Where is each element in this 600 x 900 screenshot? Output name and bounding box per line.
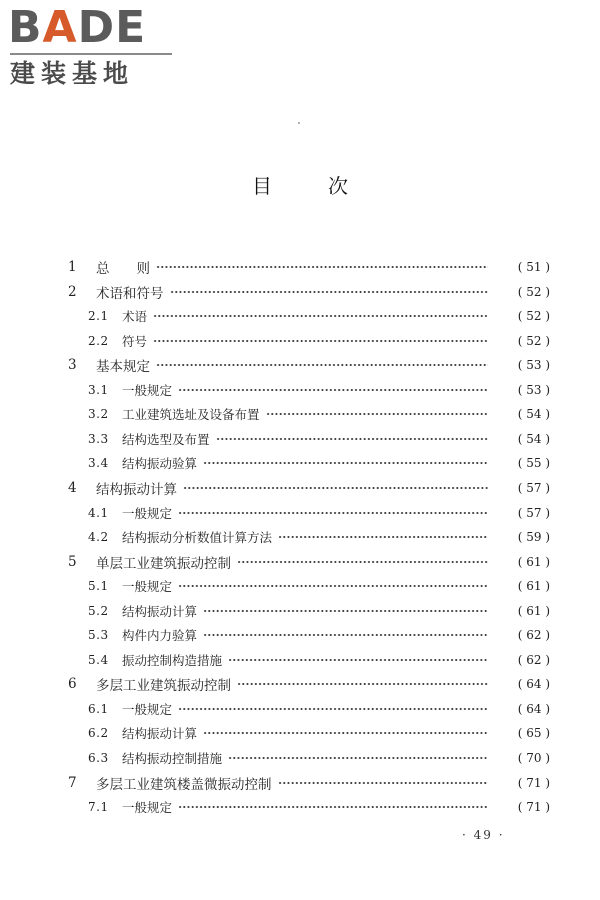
toc-entry-number: 4 [68,479,77,496]
toc-entry-number: 3.3 [88,431,109,446]
toc-entry-number: 4.2 [88,530,109,545]
toc-entry [0,648,600,672]
toc-entry-number: 7.1 [88,800,109,815]
bade-logo [8,2,178,90]
toc-entry [0,672,600,696]
toc-entry [0,623,600,647]
toc-entry-page: ( 52 ) [517,284,550,299]
toc-entry [0,280,600,304]
toc-entry-label: 结构振动计算 [122,726,198,742]
toc-leader-dots [203,728,488,738]
toc-entry-page: ( 64 ) [517,701,550,716]
page-title: 目次 [252,174,404,198]
toc-entry-number: 5.2 [88,603,109,618]
toc-entry-label: 结构振动验算 [122,456,198,472]
toc-entry-page: ( 61 ) [517,554,550,569]
toc-entry [0,525,600,549]
toc-entry-page: ( 71 ) [517,800,550,815]
toc-entry [0,402,600,426]
toc-entry-label: 构件内力验算 [122,628,198,644]
toc-entry-number: 2 [68,283,77,300]
toc-leader-dots [170,287,489,297]
toc-entry-label: 一般规定 [122,505,173,521]
toc-entry [0,304,600,328]
toc-entry-number: 7 [68,774,77,791]
toc-entry-label: 多层工业建筑振动控制 [96,678,231,695]
toc-leader-dots [216,434,488,444]
toc-entry-page: ( 54 ) [517,431,550,446]
toc-leader-dots [183,483,488,493]
toc-entry [0,721,600,745]
toc-entry-number: 3.2 [88,407,109,422]
toc-entry-number: 6.3 [88,751,109,765]
toc-entry-number: 5.4 [88,652,109,667]
toc-entry-label: 总 则 [96,261,150,277]
logo-wordmark: BADE [8,2,147,53]
toc-leader-dots [178,581,488,591]
logo-divider [10,53,172,55]
toc-entry-number: 3 [68,357,77,374]
toc-leader-dots [266,409,488,419]
toc-leader-dots [178,704,488,714]
toc-leader-dots [153,336,488,346]
toc-entry-label: 单层工业建筑振动控制 [96,555,231,572]
toc-leader-dots [228,753,488,763]
toc-entry-number: 3.1 [88,382,109,397]
toc-leader-dots [178,385,488,395]
toc-entry-page: ( 70 ) [517,751,550,765]
toc-entry-page: ( 62 ) [517,652,550,667]
toc-entry-label: 一般规定 [122,382,173,398]
toc-entry-label: 结构振动控制措施 [122,751,223,766]
toc-entry-number: 4.1 [88,505,109,520]
toc-entry [0,501,600,525]
toc-entry-label: 振动控制构造措施 [122,652,223,668]
toc-entry-number: 5.3 [88,628,109,643]
toc-leader-dots [203,630,488,640]
toc-entry-page: ( 62 ) [517,628,550,643]
toc-entry-number: 5 [68,553,77,570]
toc-entry-label: 符号 [122,333,148,349]
toc-entry [0,378,600,402]
toc-leader-dots [203,458,488,468]
logo-chinese-text: 建装基地 [10,59,135,88]
toc-leader-dots [156,360,488,370]
toc-leader-dots [228,655,488,665]
toc-entry [0,353,600,377]
toc-entry-page: ( 65 ) [517,726,550,741]
page-number: · 49 · [462,828,505,842]
toc-entry-page: ( 61 ) [517,603,550,618]
toc-entry-label: 结构振动计算 [96,481,177,498]
toc-entry [0,476,600,500]
toc-leader-dots [237,557,488,567]
toc-leader-dots [278,778,489,788]
toc-entry-label: 结构选型及布置 [122,431,210,447]
toc-entry-page: ( 51 ) [517,260,550,274]
toc-entry-page: ( 61 ) [517,579,550,594]
toc-entry-label: 一般规定 [122,579,173,595]
toc-entry-label: 术语和符号 [96,285,164,302]
toc-entry-page: ( 52 ) [517,309,550,324]
toc-entry-page: ( 53 ) [517,382,550,397]
toc-entry-number: 3.4 [88,456,109,471]
toc-leader-dots [153,311,488,321]
toc-entry-number: 6.1 [88,701,109,716]
toc-entry-page: ( 55 ) [517,456,550,471]
toc-entry-page: ( 71 ) [517,775,550,790]
toc-entry-page: ( 54 ) [517,407,550,422]
toc-entry-label: 工业建筑选址及设备布置 [122,407,260,423]
toc-entry [0,574,600,598]
toc-entry-page: ( 57 ) [517,480,550,495]
toc-leader-dots [237,679,488,689]
toc-entry [0,795,600,819]
toc-entry-page: ( 57 ) [517,505,550,520]
toc-leader-dots [278,532,488,542]
toc-entry-page: ( 64 ) [517,677,550,692]
toc-entry [0,427,600,451]
toc-entry-label: 结构振动分析数值计算方法 [122,530,273,546]
toc-entry [0,255,600,279]
toc-entry-page: ( 52 ) [517,333,550,348]
scan-speck [298,122,300,124]
toc-entry [0,329,600,353]
toc-entry-label: 结构振动计算 [122,603,198,619]
toc-entry [0,451,600,475]
toc-entry [0,697,600,721]
toc-entry-number: 1 [68,259,77,275]
toc-entry-number: 2.1 [88,309,109,324]
toc-entry [0,746,600,770]
toc-entry [0,599,600,623]
toc-leader-dots [203,606,488,616]
toc-entry-label: 一般规定 [122,800,173,816]
toc-entry-label: 术语 [122,309,148,325]
toc-entry-number: 6 [68,676,77,693]
toc-leader-dots [178,508,488,518]
toc-entry [0,771,600,795]
toc-leader-dots [178,802,488,812]
toc-entry [0,550,600,574]
toc-entry-number: 5.1 [88,579,109,594]
toc-entry-number: 2.2 [88,333,109,348]
toc-leader-dots [156,262,488,272]
toc-entry-page: ( 53 ) [517,358,550,373]
toc-entry-label: 一般规定 [122,701,173,717]
toc-entry-label: 多层工业建筑楼盖微振动控制 [96,776,272,793]
toc-entry-page: ( 59 ) [517,530,550,545]
toc-entry-label: 基本规定 [96,359,150,376]
toc-entry-number: 6.2 [88,726,109,741]
